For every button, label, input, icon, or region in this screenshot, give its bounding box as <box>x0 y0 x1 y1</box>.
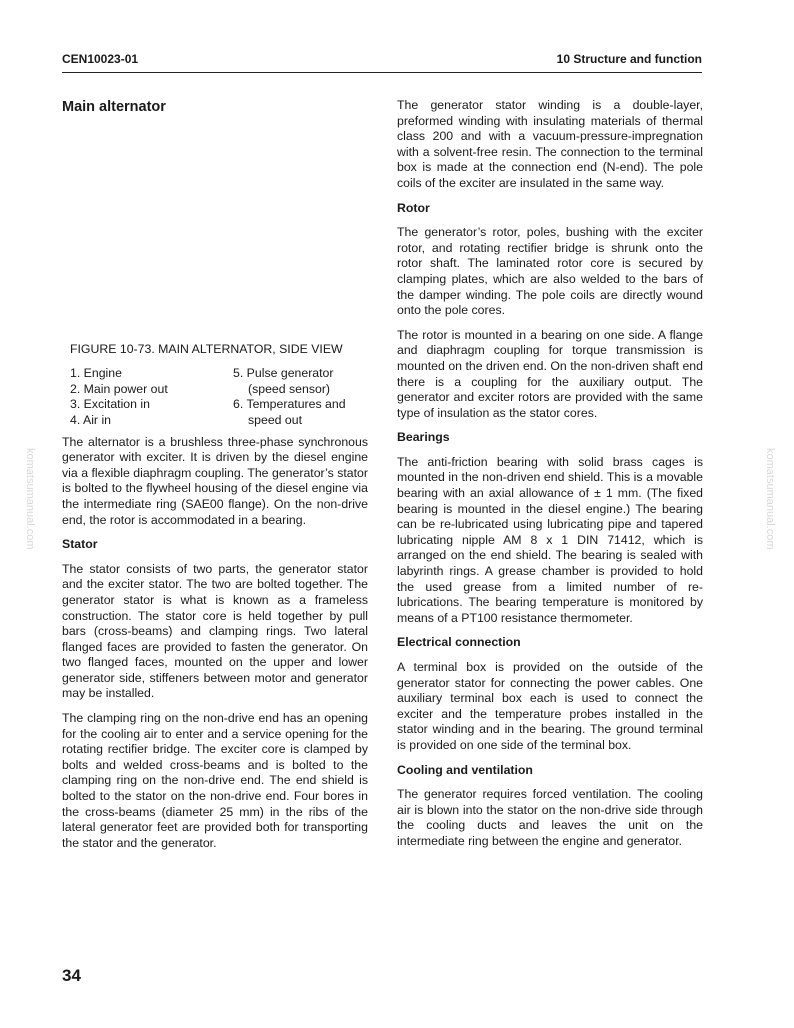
bearings-heading: Bearings <box>397 430 450 445</box>
electrical-connection-heading: Electrical connection <box>397 635 521 650</box>
stator-paragraph-1: The stator consists of two parts, the generator stator and the exciter stator. The two are bolted together. The generator stator is what is known as a frameless construction. The stator core is held together by pull bars (cross-beams) and clamping rings. Two lateral flanged faces are provided to fasten the generator. On two flanged faces, mounted on the upper and lower generator side, stiffeners between motor and generator may be installed. <box>62 561 368 701</box>
rotor-heading: Rotor <box>397 200 430 215</box>
figure-legend <box>70 366 368 428</box>
right-column <box>397 98 703 859</box>
winding-paragraph: The generator stator winding is a double-layer, preformed winding with insulating materials of thermal class 200 and with a vacuum-pressure-impregnation with a solvent-free resin. The connection to the terminal box is made at the connection end (N-end). The pole coils of the exciter are insulated in the same way. <box>397 98 703 190</box>
document-id: CEN10023-01 <box>62 52 139 66</box>
cooling-heading: Cooling and ventilation <box>397 762 533 777</box>
figure-caption: FIGURE 10-73. MAIN ALTERNATOR, SIDE VIEW <box>70 341 343 356</box>
legend-item: 3. Excitation in <box>70 397 150 412</box>
left-column <box>62 98 368 860</box>
legend-item: speed out <box>248 412 303 427</box>
section-title: 10 Structure and function <box>556 52 702 66</box>
rotor-paragraph-1: The generator’s rotor, poles, bushing with the exciter rotor, and rotating rectifier bridge is shrunk onto the rotor shaft. The laminated rotor core is secured by clamping plates, which are also welded to the bars of the damper winding. The pole coils are directly wound onto the pole cores. <box>397 225 703 318</box>
page-number: 34 <box>62 966 81 985</box>
legend-item: 4. Air in <box>70 412 112 427</box>
legend-item: (speed sensor) <box>248 381 331 396</box>
page-title: Main alternator <box>62 99 166 115</box>
stator-paragraph-2: The clamping ring on the non-drive end has an opening for the cooling air to enter and a service opening for the rotating rectifier bridge. The exciter core is clamped by bolts and welded cross-beams and is bolted to the clamping ring on the non-drive end. The end shield is bolted to the stator on the non-drive end. Four bores in the cross-beams (diameter 25 mm) in the ribs of the lateral generator feet are provided both for transporting the stator and the generator. <box>62 711 368 850</box>
watermark-left: komatsumanual.com <box>24 448 36 550</box>
rotor-paragraph-2: The rotor is mounted in a bearing on one side. A flange and diaphragm coupling for torque transmission is mounted on the driven end. On the non-driven shaft end there is a coupling for the auxiliary output. The generator and exciter rotors are provided with the same type of insulation as the stator cores. <box>397 327 703 420</box>
cooling-paragraph: The generator requires forced ventilation. The cooling air is blown into the stator on the non-drive side through the cooling ducts and leaves the unit on the intermediate ring between the engine and generator. <box>397 787 703 848</box>
legend-item: 2. Main power out <box>70 381 168 396</box>
figure-placeholder <box>62 116 368 342</box>
legend-item: 6. Temperatures and <box>233 397 346 412</box>
stator-heading: Stator <box>62 537 98 552</box>
watermark-right: komatsumanual.com <box>764 448 776 550</box>
legend-item: 5. Pulse generator <box>233 366 334 381</box>
bearings-paragraph: The anti-friction bearing with solid brass cages is mounted in the non-driven end shield. This is a movable bearing with an axial allowance of ± 1 mm. (The fixed bearing is mounted in the diesel engine.) The bearing can be re-lubricated using lubricating pipe and tapered lubricating nipple AM 8 x 1 DIN 71412, which is arranged on the end shield. The bearing is sealed with labyrinth rings. A grease chamber is provided to hold the used grease from a limited number of re-lubrications. The bearing temperature is monitored by means of a PT100 resistance thermometer. <box>397 454 703 625</box>
intro-paragraph: The alternator is a brushless three-phase synchronous generator with exciter. It is driven by the diesel engine via a flexible diaphragm coupling. The generator’s stator is bolted to the flywheel housing of the diesel engine via the intermediate ring (SAE00 flange). On the non-drive end, the rotor is accommodated in a bearing. <box>62 434 368 527</box>
legend-item: 1. Engine <box>70 366 122 381</box>
electrical-connection-paragraph: A terminal box is provided on the outside of the generator stator for connecting the power cables. One auxiliary terminal box each is used to connect the exciter and the temperature probes installed in the stator winding and in the bearing. The ground terminal is provided on one side of the terminal box. <box>397 660 703 752</box>
header-rule <box>62 72 702 73</box>
